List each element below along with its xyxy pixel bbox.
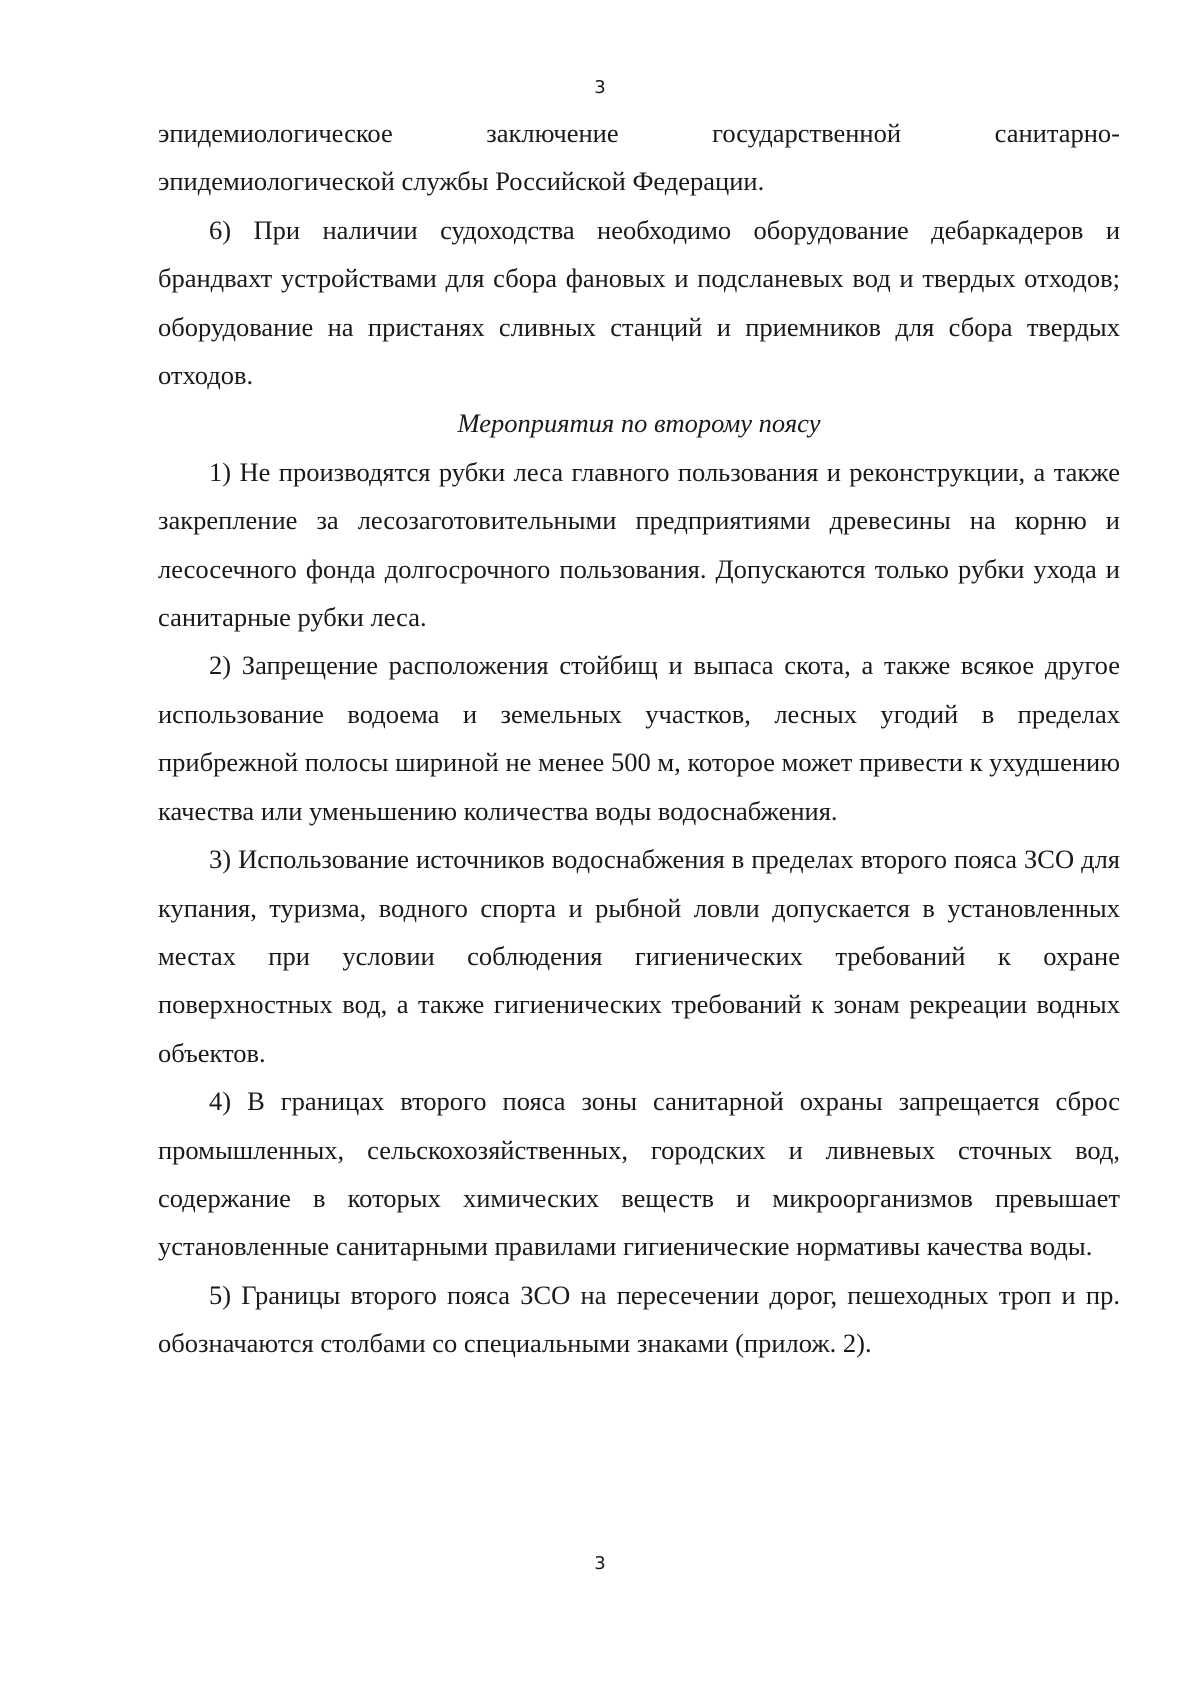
paragraph-item-5: 5) Границы второго пояса ЗСО на пересечении дорог, пешеходных троп и пр. обозначаются столбами со специальными знаками (прилож. 2).	[158, 1279, 1120, 1359]
intro-line-2: эпидемиологической службы Российской Федерации.	[158, 166, 765, 197]
paragraph-item-3: 3) Использование источников водоснабжения в пределах второго пояса ЗСО для купания, туризма, водного спорта и рыбной ловли допускается в установленных местах при условии соблюдения гигиенических требований к охране поверхностных вод, а также гигиенических требований к зонам рекреации водных объектов.	[158, 844, 1120, 1068]
section-heading: Мероприятия по второму поясу	[457, 408, 821, 439]
paragraph-item-1: 1) Не производятся рубки леса главного пользования и реконструкции, а также закрепление за лесозаготовительными предприятиями древесины на корню и лесосечного фонда долгосрочного пользования. Допускаются только рубки ухода и санитарные рубки леса.	[158, 456, 1120, 633]
paragraph-item-6: 6) При наличии судоходства необходимо оборудование дебаркадеров и брандвахт устройствами для сбора фановых и подсланевых вод и твердых отходов; оборудование на пристанях сливных станций и приемников для сбора твердых отходов.	[158, 214, 1120, 391]
paragraph-item-4: 4) В границах второго пояса зоны санитарной охраны запрещается сброс промышленных, сельскохозяйственных, городских и ливневых сточных вод, содержание в которых химических веществ и микроорганизмов превышает установленные санитарными правилами гигиенические нормативы качества воды.	[158, 1086, 1120, 1262]
page-number-header: 3	[594, 77, 606, 98]
paragraph-item-2: 2) Запрещение расположения стойбищ и выпаса скота, а также всякое другое использование водоема и земельных участков, лесных угодий в пределах прибрежной полосы шириной не менее 500 м, которое может привести к ухудшению качества или уменьшению количества воды водоснабжения.	[158, 650, 1120, 826]
page-number-footer: 3	[594, 1553, 606, 1574]
document-body	[158, 109, 1120, 1368]
intro-line-1: эпидемиологическое заключение государственной санитарно-	[158, 118, 1120, 148]
